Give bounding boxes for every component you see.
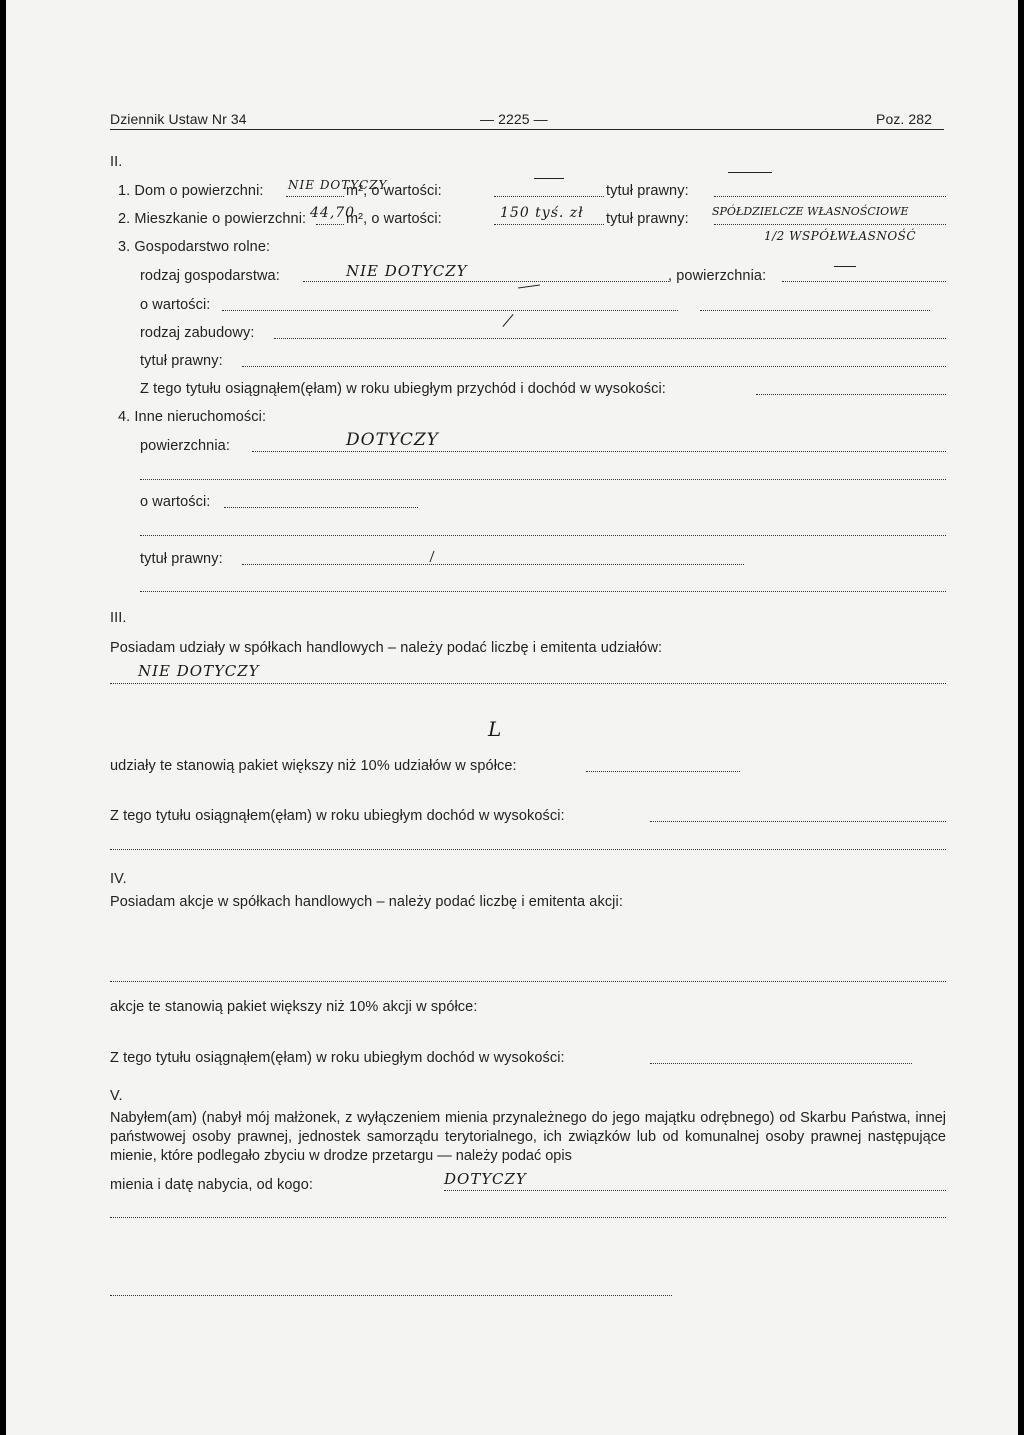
stocks-package-label: akcje te stanowią pakiet większy niż 10% akcji w spółce: (110, 999, 478, 1015)
house-area-field[interactable] (286, 196, 344, 197)
other-area-field-2[interactable] (140, 479, 946, 480)
farm-type-label: rodzaj gospodarstwa: (140, 268, 280, 284)
section-iii-heading: III. (110, 610, 127, 626)
farm-type-field[interactable] (303, 281, 669, 282)
house-title-dash (728, 172, 772, 173)
farm-type-handwriting: NIE DOTYCZY (346, 262, 468, 280)
other-value-field[interactable] (224, 507, 418, 508)
section-v-heading: V. (110, 1088, 123, 1104)
acquired-property-field-2[interactable] (110, 1217, 946, 1218)
flat-area-label: 2. Mieszkanie o powierzchni: (118, 211, 307, 227)
other-value-label: o wartości: (140, 494, 211, 510)
farm-area-dash (834, 266, 856, 267)
stocks-text: Posiadam akcje w spółkach handlowych – należy podać liczbę i emitenta akcji: (110, 894, 623, 910)
farm-area-field[interactable] (782, 281, 946, 282)
farm-value-mark (518, 284, 540, 288)
other-area-field[interactable] (252, 451, 946, 452)
flat-title-handwriting: SPÓŁDZIELCZE WŁASNOŚCIOWE (712, 205, 909, 218)
other-title-field[interactable] (242, 564, 744, 565)
stocks-field[interactable] (110, 981, 946, 982)
farm-building-mark (502, 314, 513, 327)
farm-building-field[interactable] (274, 338, 946, 339)
flat-value-label: m², o wartości: (346, 211, 442, 227)
shares-package-field[interactable] (586, 771, 740, 772)
stocks-income-field[interactable] (650, 1063, 912, 1064)
acquired-property-field[interactable] (444, 1190, 946, 1191)
page-number: — 2225 — (480, 111, 548, 127)
acquired-property-field-3[interactable] (110, 1295, 672, 1296)
shares-handwriting: NIE DOTYCZY (138, 662, 260, 680)
house-value-label: m², o wartości: (346, 183, 442, 199)
farm-income-label: Z tego tytułu osiągnąłem(ęłam) w roku ubiegłym przychód i dochód w wysokości: (140, 381, 666, 397)
other-value-field-2[interactable] (140, 535, 946, 536)
farm-value-field-2[interactable] (700, 310, 930, 311)
journal-title: Dziennik Ustaw Nr 34 (110, 111, 247, 127)
flat-area-field[interactable] (316, 224, 344, 225)
farm-value-field[interactable] (222, 310, 678, 311)
flat-value-handwriting: 150 tyś. zł (500, 205, 584, 221)
acquired-property-text: Nabyłem(am) (nabył mój małżonek, z wyłączeniem mienia przynależnego do jego majątku odrębnego) od Skarbu Państwa, innej państwowej osoby prawnej, jednostek samorządu terytorialnego, ich związków lub od komunalnej osoby prawnej następujące mienie, które podlegało zbyciu w drodze przetargu — należy podać opis (110, 1110, 946, 1164)
acquired-property-last-line: mienia i datę nabycia, od kogo: (110, 1177, 314, 1193)
house-area-handwriting: NIE DOTYCZY (288, 178, 388, 192)
farm-area-label: , powierzchnia: (668, 268, 767, 284)
farm-building-label: rodzaj zabudowy: (140, 325, 255, 341)
flat-title-field[interactable] (714, 224, 946, 225)
shares-text: Posiadam udziały w spółkach handlowych – należy podać liczbę i emitenta udziałów: (110, 640, 663, 656)
house-title-field[interactable] (714, 196, 946, 197)
other-title-field-2[interactable] (140, 591, 946, 592)
house-area-label: 1. Dom o powierzchni: (118, 183, 264, 199)
other-area-label: powierzchnia: (140, 438, 230, 454)
shares-package-label: udziały te stanowią pakiet większy niż 10% udziałów w spółce: (110, 758, 517, 774)
farm-label: 3. Gospodarstwo rolne: (118, 239, 271, 255)
farm-value-label: o wartości: (140, 297, 211, 313)
other-title-mark (429, 551, 434, 563)
section-iv-heading: IV. (110, 871, 127, 887)
flat-value-field[interactable] (494, 224, 604, 225)
other-title-label: tytuł prawny: (140, 551, 223, 567)
shares-income-field-2[interactable] (110, 849, 946, 850)
other-property-label: 4. Inne nieruchomości: (118, 409, 267, 425)
flat-title-label: tytuł prawny: (606, 211, 689, 227)
other-area-handwriting: DOTYCZY (346, 430, 439, 450)
acquired-property-handwriting: DOTYCZY (444, 1170, 527, 1188)
house-value-field[interactable] (494, 196, 604, 197)
flat-title-handwriting-2: 1/2 WSPÓŁWŁASNOŚĆ (764, 229, 917, 243)
section-ii-heading: II. (110, 154, 123, 170)
farm-title-field[interactable] (242, 366, 946, 367)
header-rule (110, 129, 944, 130)
position-number: Poz. 282 (876, 111, 933, 127)
stocks-income-label: Z tego tytułu osiągnąłem(ęłam) w roku ubiegłym dochód w wysokości: (110, 1050, 565, 1066)
shares-field[interactable] (110, 683, 946, 684)
farm-income-field[interactable] (756, 394, 946, 395)
farm-title-label: tytuł prawny: (140, 353, 223, 369)
house-title-label: tytuł prawny: (606, 183, 689, 199)
shares-income-field[interactable] (650, 821, 946, 822)
house-value-dash (534, 178, 564, 179)
document-page (6, 0, 1018, 1435)
flat-area-handwriting: 44,70 (310, 205, 356, 221)
shares-income-label: Z tego tytułu osiągnąłem(ęłam) w roku ubiegłym dochód w wysokości: (110, 808, 565, 824)
shares-mark: L (488, 717, 503, 741)
